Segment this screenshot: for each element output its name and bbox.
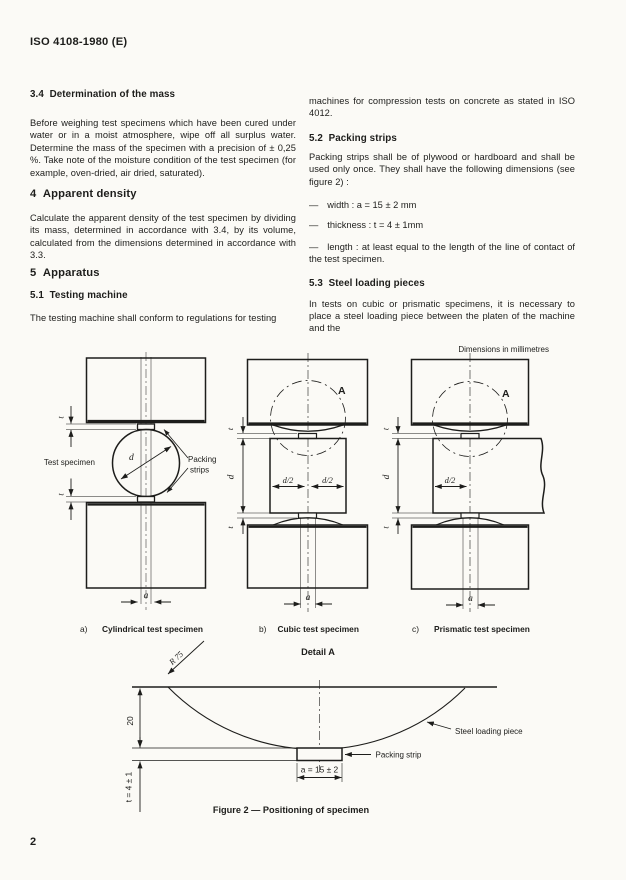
subfigure-c-prismatic: [412, 353, 545, 612]
packing-strip-top-a: [138, 424, 155, 430]
a-dimension-label-b: a: [305, 593, 311, 603]
caption-b: Cubic test specimen: [277, 624, 359, 634]
t-dimension-label: t: [56, 493, 66, 496]
bullet-width: [309, 199, 575, 211]
bullet-thickness: [309, 219, 575, 231]
bullet-width-text: width : a = 15 ± 2 mm: [327, 199, 417, 210]
page-header: ISO 4108-1980 (E): [30, 36, 128, 48]
caption-b-tag: b): [259, 624, 267, 634]
t-dimension-label: t: [226, 427, 235, 431]
paragraph-5-1-right: machines for compression tests on concrete as stated in ISO 4012.: [309, 96, 575, 119]
heading-5-1: 5.1 Testing machine: [30, 290, 128, 301]
t-dimension-label: t: [226, 526, 235, 529]
detail-a-marker-b: A: [338, 385, 346, 397]
packing-strip-detail: [297, 748, 342, 761]
figure-2-caption: Figure 2 — Positioning of specimen: [212, 805, 370, 815]
paragraph-5-2: Packing strips shall be of plywood or hardboard and shall be used only once. They shall have the following dimensions (see figure 2) :: [309, 152, 575, 187]
packing-strips-label-line1: Packing: [188, 455, 217, 464]
a-dimension-label-a: a: [143, 591, 149, 601]
depth-20-label: 20: [125, 716, 135, 726]
detail-a-marker-c: A: [502, 388, 510, 400]
d-dimension-label: d: [129, 453, 134, 463]
right-column: [309, 0, 575, 340]
bullet-dash: —: [309, 242, 319, 252]
figure-2-diagram: [0, 340, 626, 828]
caption-c: Prismatic test specimen: [434, 624, 530, 634]
caption-a-tag: a): [80, 624, 88, 634]
d-dimension-label: d: [382, 474, 392, 480]
t-dimension-label: t: [381, 526, 391, 529]
detail-a-drawing: [132, 641, 497, 812]
t-dimension-label: t: [56, 416, 66, 419]
a-dimension-label-c: a: [468, 594, 473, 604]
paragraph-3-4: Before weighing test specimens which have been cured under water or in a moist atmosphere, wipe off all surplus water. Determine the mass of the specimen with a precision of ± 0,25 %. Take note of the moisture condition of the test specimen (for example, oven-dried, air dried, saturated).: [30, 118, 296, 178]
lower-loading-piece-b: [248, 525, 368, 588]
packing-strip-label: Packing strip: [375, 750, 422, 760]
upper-loading-piece-b: [248, 360, 368, 426]
subfigure-a-cylindrical: [66, 352, 206, 610]
heading-3-4: 3.4 Determination of the mass: [30, 89, 176, 100]
paragraph-5-1-left: The testing machine shall conform to regulations for testing: [30, 313, 277, 323]
d-dimension-label: d: [226, 474, 237, 480]
heading-5-3: 5.3 Steel loading pieces: [309, 278, 425, 289]
packing-strip-bottom-a: [138, 497, 155, 503]
packing-strips-label-line2: strips: [190, 465, 210, 475]
groove-arc: [168, 687, 465, 749]
bullet-length: [309, 241, 575, 266]
radius-label: R 75: [167, 649, 186, 667]
caption-c-tag: c): [412, 624, 419, 634]
test-specimen-label: Test specimen: [43, 458, 95, 467]
detail-a-title: Detail A: [301, 647, 335, 657]
t-dimension-label: t: [381, 427, 391, 431]
paragraph-4: Calculate the apparent density of the test specimen by dividing its mass, determined in accordance with 3.4, by its volume, calculated from the dimensions determined in accordance with 3.3.: [30, 213, 296, 261]
width-a15-label: a = 15 ± 2: [300, 764, 339, 775]
heading-5-2: 5.2 Packing strips: [309, 133, 397, 144]
d-half-label: d/2: [282, 476, 294, 485]
subfigure-b-cubic: [248, 353, 368, 612]
bullet-length-text: length : at least equal to the length of the line of contact of the test specimen.: [309, 242, 575, 265]
caption-a: Cylindrical test specimen: [102, 624, 204, 634]
paragraph-5-3: In tests on cubic or prismatic specimens, it is necessary to place a steel loading piece between the platen of the machine and the: [309, 298, 575, 334]
bullet-dash: —: [309, 219, 319, 230]
d-half-label: d/2: [322, 476, 333, 485]
d-half-label: d/2: [444, 476, 456, 485]
heading-4: 4 Apparent density: [30, 188, 137, 200]
thickness-t4-label: t = 4 ± 1: [123, 771, 134, 803]
page-number: 2: [30, 836, 37, 848]
steel-loading-piece-label: Steel loading piece: [455, 727, 523, 736]
dimensions-note: Dimensions in millimetres: [458, 345, 549, 354]
bullet-thickness-text: thickness : t = 4 ± 1mm: [327, 219, 424, 230]
heading-5: 5 Apparatus: [30, 267, 100, 279]
bullet-dash: —: [309, 199, 319, 210]
left-column: [30, 0, 296, 340]
